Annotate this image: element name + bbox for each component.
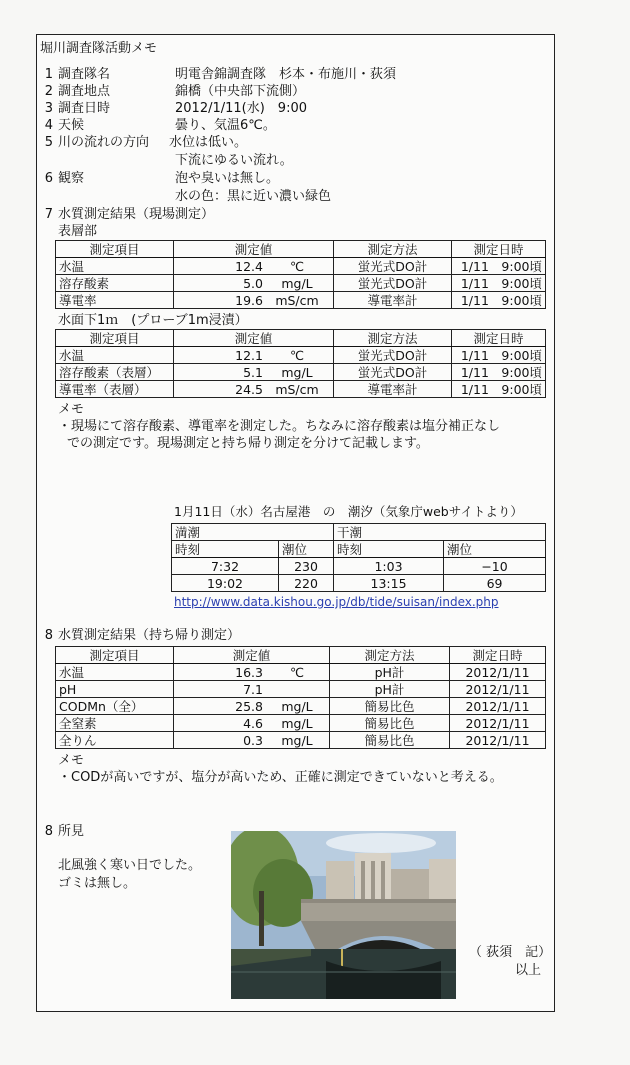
value-unit: mS/cm (275, 292, 319, 308)
memo-text-line: での測定です。現場測定と持ち帰り測定を分けて記載します。 (67, 436, 429, 451)
table-row (56, 715, 546, 732)
findings-line: ゴミは無し。 (58, 876, 137, 891)
cell-item: 溶存酸素（表層） (56, 364, 174, 381)
tide-header-row (172, 541, 546, 558)
table-row (56, 732, 546, 749)
subsurface-label: 水面下1ｍ (プローブ1m浸漬） (58, 313, 248, 328)
table-header-row (56, 647, 546, 664)
cell-value (174, 347, 334, 364)
page-title: 堀川調査隊活動メモ (40, 41, 158, 56)
table-row (56, 381, 546, 398)
tide-group-row (172, 524, 546, 541)
cell-high-level: 230 (279, 558, 334, 575)
cell-method: 蛍光式DO計 (334, 364, 452, 381)
table-row (56, 698, 546, 715)
item-label: 調査日時 (58, 101, 111, 116)
cell-item: pH (56, 681, 174, 698)
cell-value (174, 715, 330, 732)
cell-date: 1/11 9:00頃 (452, 275, 546, 292)
memo-label: メモ (58, 753, 85, 768)
section7-title: 水質測定結果（現場測定） (58, 207, 215, 222)
lab-table (55, 646, 546, 749)
end-mark: 以上 (515, 963, 542, 978)
item-value: 錦橋（中央部下流側） (175, 84, 306, 99)
value-unit: mg/L (281, 732, 313, 748)
cell-method: 蛍光式DO計 (334, 347, 452, 364)
value-unit: ℃ (289, 347, 305, 363)
findings-line: 北風強く寒い日でした。 (58, 858, 202, 873)
item-number: 2 (44, 84, 53, 99)
cell-value (174, 681, 330, 698)
header-date: 測定日時 (450, 647, 546, 664)
cell-high-time: 19:02 (172, 575, 279, 592)
section-number: 8 (44, 824, 53, 839)
memo-text-line: ・現場にて溶存酸素、導電率を測定した。ちなみに溶存酸素は塩分補正なし (58, 419, 501, 434)
item-value-2: 水の色：黒に近い濃い緑色 (175, 189, 332, 204)
item-label: 調査隊名 (58, 67, 111, 82)
header-item: 測定項目 (56, 647, 174, 664)
header-value: 測定値 (174, 330, 334, 347)
table-header-row (56, 241, 546, 258)
header-item: 測定項目 (56, 241, 174, 258)
cell-date: 1/11 9:00頃 (452, 347, 546, 364)
cell-item: 全りん (56, 732, 174, 749)
surface-table (55, 240, 546, 309)
item-number: 6 (44, 171, 53, 186)
tide-title: 1月11日（水）名古屋港 の 潮汐（気象庁webサイトより） (174, 504, 523, 519)
memo-label: メモ (58, 402, 85, 417)
bridge-photo-illustration (231, 831, 456, 999)
table-row (56, 275, 546, 292)
table-row (56, 258, 546, 275)
cell-low-level: −10 (444, 558, 546, 575)
header-value: 測定値 (174, 241, 334, 258)
cell-date: 2012/1/11 (450, 715, 546, 732)
table-row (56, 681, 546, 698)
signature: （ 荻須 記） (469, 945, 552, 960)
cell-value (174, 275, 334, 292)
cell-value (174, 698, 330, 715)
high-tide-label: 満潮 (172, 524, 334, 541)
tide-table (171, 523, 546, 592)
value-number: 12.1 (235, 347, 263, 363)
tide-source-link[interactable]: http://www.data.kishou.go.jp/db/tide/suisan/index.php (174, 595, 499, 609)
item-label: 天候 (58, 118, 85, 133)
item-label: 調査地点 (58, 84, 111, 99)
table-row (56, 664, 546, 681)
value-unit: ℃ (289, 258, 305, 274)
cell-method: 簡易比色 (330, 732, 450, 749)
header-method: 測定方法 (334, 241, 452, 258)
table-row (172, 575, 546, 592)
item-number: 3 (44, 101, 53, 116)
cell-date: 1/11 9:00頃 (452, 292, 546, 309)
header-level: 潮位 (279, 541, 334, 558)
subsurface-table (55, 329, 546, 398)
cell-low-level: 69 (444, 575, 546, 592)
table-row (56, 292, 546, 309)
header-value: 測定値 (174, 647, 330, 664)
cell-item: 水温 (56, 258, 174, 275)
value-unit: mg/L (281, 715, 313, 731)
section-number: 7 (44, 207, 53, 222)
cell-date: 1/11 9:00頃 (452, 364, 546, 381)
cell-method: 簡易比色 (330, 715, 450, 732)
section8-title: 水質測定結果（持ち帰り測定） (58, 628, 241, 643)
cell-high-time: 7:32 (172, 558, 279, 575)
cell-item: CODMn（全） (56, 698, 174, 715)
cell-value (174, 732, 330, 749)
item-number: 1 (44, 67, 53, 82)
header-method: 測定方法 (330, 647, 450, 664)
cell-date: 2012/1/11 (450, 681, 546, 698)
cell-value (174, 364, 334, 381)
header-time: 時刻 (172, 541, 279, 558)
value-unit: ℃ (289, 664, 305, 680)
cell-value (174, 258, 334, 275)
cell-method: 導電率計 (334, 381, 452, 398)
cell-item: 導電率 (56, 292, 174, 309)
cell-item: 水温 (56, 347, 174, 364)
cell-date: 1/11 9:00頃 (452, 258, 546, 275)
cell-date: 2012/1/11 (450, 664, 546, 681)
low-tide-label: 干潮 (334, 524, 546, 541)
value-number: 16.3 (235, 664, 263, 680)
cell-high-level: 220 (279, 575, 334, 592)
cell-method: pH計 (330, 664, 450, 681)
cell-low-time: 13:15 (334, 575, 444, 592)
bridge-photo (231, 831, 456, 999)
value-unit: mg/L (281, 275, 313, 291)
cell-value (174, 664, 330, 681)
cell-date: 1/11 9:00頃 (452, 381, 546, 398)
cell-item: 溶存酸素 (56, 275, 174, 292)
header-level: 潮位 (444, 541, 546, 558)
value-number: 19.6 (235, 292, 263, 308)
value-number: 24.5 (235, 381, 263, 397)
cell-value (174, 381, 334, 398)
cell-item: 水温 (56, 664, 174, 681)
header-item: 測定項目 (56, 330, 174, 347)
header-time: 時刻 (334, 541, 444, 558)
value-number: 5.1 (243, 364, 263, 380)
findings-title: 所見 (58, 824, 85, 839)
header-date: 測定日時 (452, 241, 546, 258)
item-label: 川の流れの方向 (58, 135, 150, 150)
value-number: 5.0 (243, 275, 263, 291)
value-unit: mg/L (281, 364, 313, 380)
memo-page (36, 34, 555, 1012)
item-number: 4 (44, 118, 53, 133)
item-label: 観察 (58, 171, 85, 186)
section-number: 8 (44, 628, 53, 643)
value-number: 25.8 (235, 698, 263, 714)
memo-text-line: ・CODが高いですが、塩分が高いため、正確に測定できていないと考える。 (58, 770, 503, 785)
table-header-row (56, 330, 546, 347)
table-row (56, 364, 546, 381)
item-value: 水位は低い。 (169, 135, 248, 150)
value-unit: mS/cm (275, 381, 319, 397)
item-number: 5 (44, 135, 53, 150)
cell-method: 導電率計 (334, 292, 452, 309)
value-number: 7.1 (243, 681, 263, 697)
value-number: 4.6 (243, 715, 263, 731)
item-value: 泡や臭いは無し。 (175, 171, 280, 186)
cell-method: 蛍光式DO計 (334, 258, 452, 275)
value-number: 12.4 (235, 258, 263, 274)
item-value: 明電舎錦調査隊 杉本・布施川・荻須 (175, 67, 397, 82)
item-value: 曇り、気温6℃。 (175, 118, 276, 133)
item-value-2: 下流にゆるい流れ。 (175, 153, 293, 168)
cell-method: 蛍光式DO計 (334, 275, 452, 292)
item-value: 2012/1/11(水) 9:00 (175, 101, 307, 116)
value-number: 0.3 (243, 732, 263, 748)
surface-label: 表層部 (58, 224, 98, 239)
cell-method: pH計 (330, 681, 450, 698)
cell-date: 2012/1/11 (450, 698, 546, 715)
cell-method: 簡易比色 (330, 698, 450, 715)
cell-item: 全窒素 (56, 715, 174, 732)
table-row (172, 558, 546, 575)
cell-item: 導電率（表層） (56, 381, 174, 398)
table-row (56, 347, 546, 364)
header-method: 測定方法 (334, 330, 452, 347)
cell-date: 2012/1/11 (450, 732, 546, 749)
cell-value (174, 292, 334, 309)
cell-low-time: 1:03 (334, 558, 444, 575)
header-date: 測定日時 (452, 330, 546, 347)
value-unit: mg/L (281, 698, 313, 714)
